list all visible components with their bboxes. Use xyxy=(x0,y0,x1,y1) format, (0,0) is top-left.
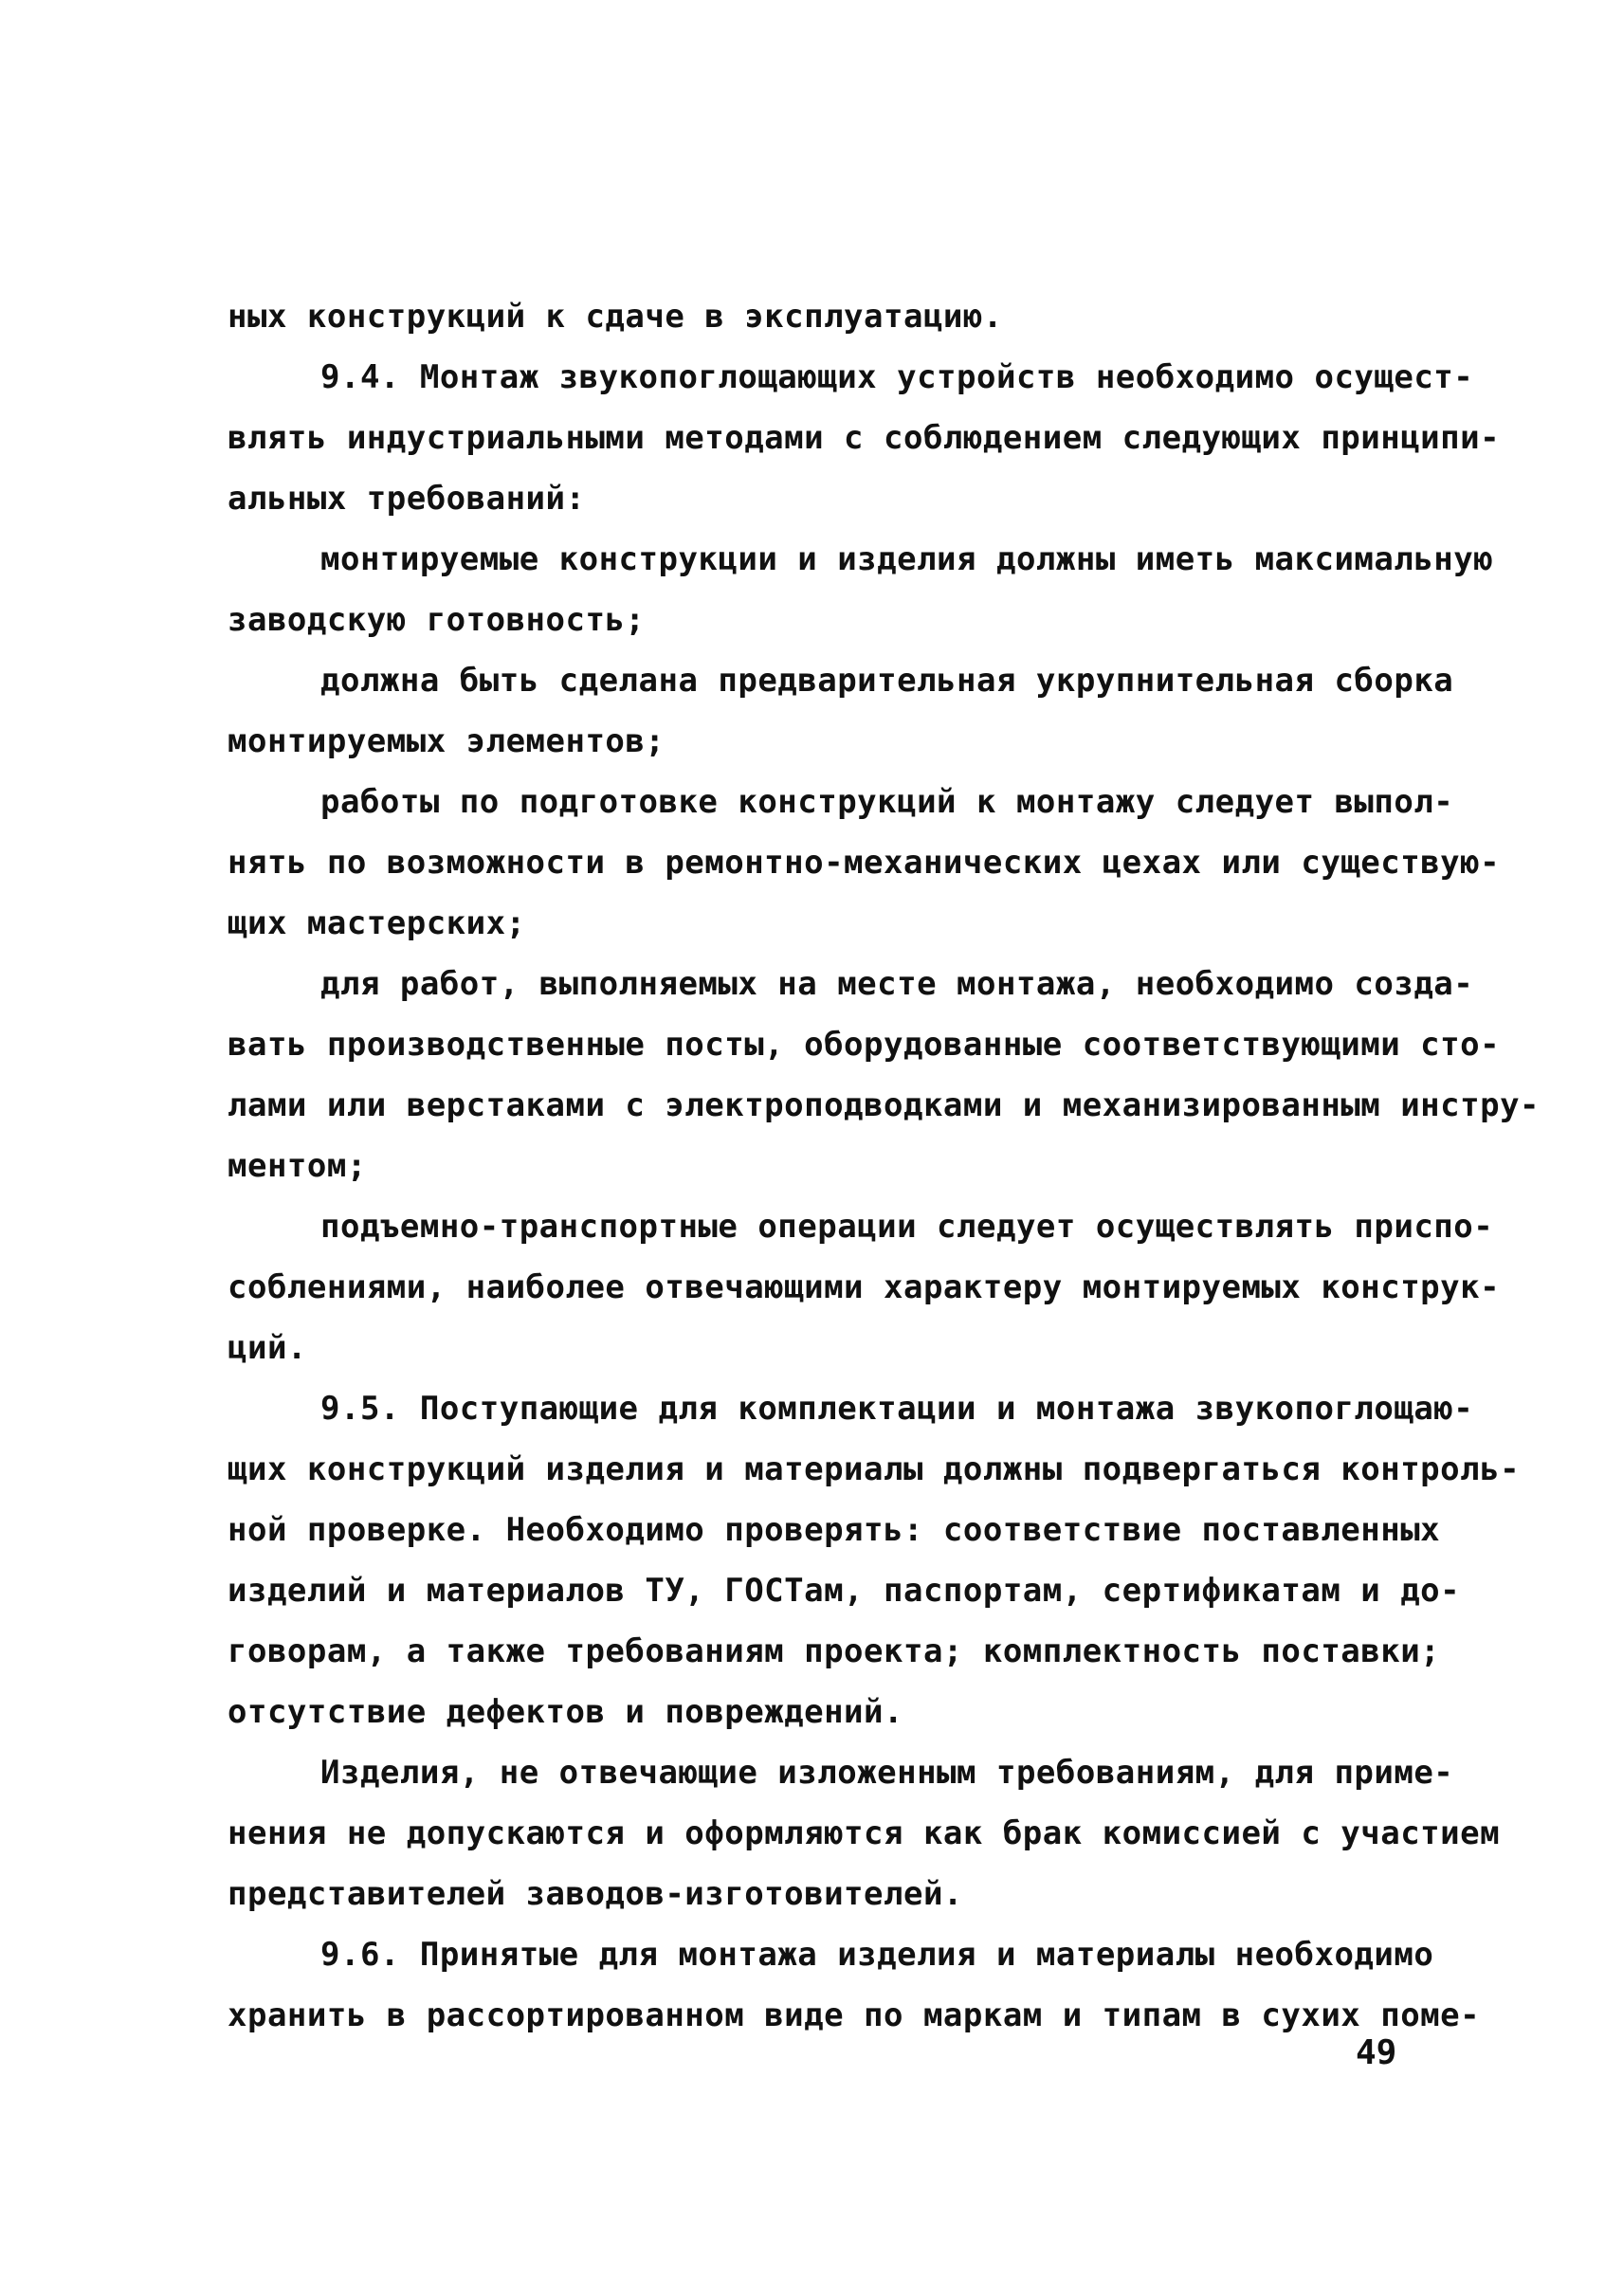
text-line: влять индустриальными методами с соблюдением следующих принципи- xyxy=(228,419,1501,457)
text-line: щих конструкций изделия и материалы должны подвергаться контроль- xyxy=(228,1450,1521,1488)
text-line: для работ, выполняемых на месте монтажа, необходимо созда- xyxy=(320,965,1474,1003)
text-line: нения не допускаются и оформляются как брак комиссией с участием xyxy=(228,1814,1501,1852)
text-line: вать производственные посты, оборудованные соответствующими сто- xyxy=(228,1026,1501,1064)
text-line: заводскую готовность; xyxy=(228,601,646,639)
text-line: изделий и материалов ТУ, ГОСТам, паспортам, сертификатам и до- xyxy=(228,1572,1461,1610)
text-line: нять по возможности в ремонтно-механических цехах или существую- xyxy=(228,844,1501,882)
text-line: 9.5. Поступающие для комплектации и монтажа звукопоглощаю- xyxy=(320,1390,1474,1428)
text-line: ментом; xyxy=(228,1147,367,1185)
text-line: говорам, а также требованиям проекта; комплектность поставки; xyxy=(228,1632,1441,1670)
page-number: 49 xyxy=(1356,2033,1397,2072)
text-line: представителей заводов-изготовителей. xyxy=(228,1875,963,1913)
text-line: лами или верстаками с электроподводками и механизированным инстру- xyxy=(228,1086,1541,1124)
text-line: 9.6. Принятые для монтажа изделия и материалы необходимо xyxy=(320,1936,1434,1974)
text-line: монтируемых элементов; xyxy=(228,722,666,760)
text-line: подъемно-транспортные операции следует осуществлять приспо- xyxy=(320,1208,1494,1246)
text-line: отсутствие дефектов и повреждений. xyxy=(228,1693,903,1731)
text-line: монтируемые конструкции и изделия должны иметь максимальную xyxy=(320,540,1494,578)
text-line: ций. xyxy=(228,1329,307,1367)
text-line: хранить в рассортированном виде по маркам и типам в сухих поме- xyxy=(228,1996,1481,2034)
text-line: работы по подготовке конструкций к монтажу следует выпол- xyxy=(320,783,1454,821)
text-line: ной проверке. Необходимо проверять: соответствие поставленных xyxy=(228,1511,1441,1549)
text-line: Изделия, не отвечающие изложенным требованиям, для приме- xyxy=(320,1754,1454,1792)
text-line: соблениями, наиболее отвечающими характеру монтируемых конструк- xyxy=(228,1268,1501,1306)
text-line: ных конструкций к сдаче в эксплуатацию. xyxy=(228,298,1003,336)
text-line: 9.4. Монтаж звукопоглощающих устройств необходимо осущест- xyxy=(320,358,1474,396)
text-line: щих мастерских; xyxy=(228,904,526,942)
text-line: должна быть сделана предварительная укрупнительная сборка xyxy=(320,662,1454,700)
text-line: альных требований: xyxy=(228,480,586,518)
